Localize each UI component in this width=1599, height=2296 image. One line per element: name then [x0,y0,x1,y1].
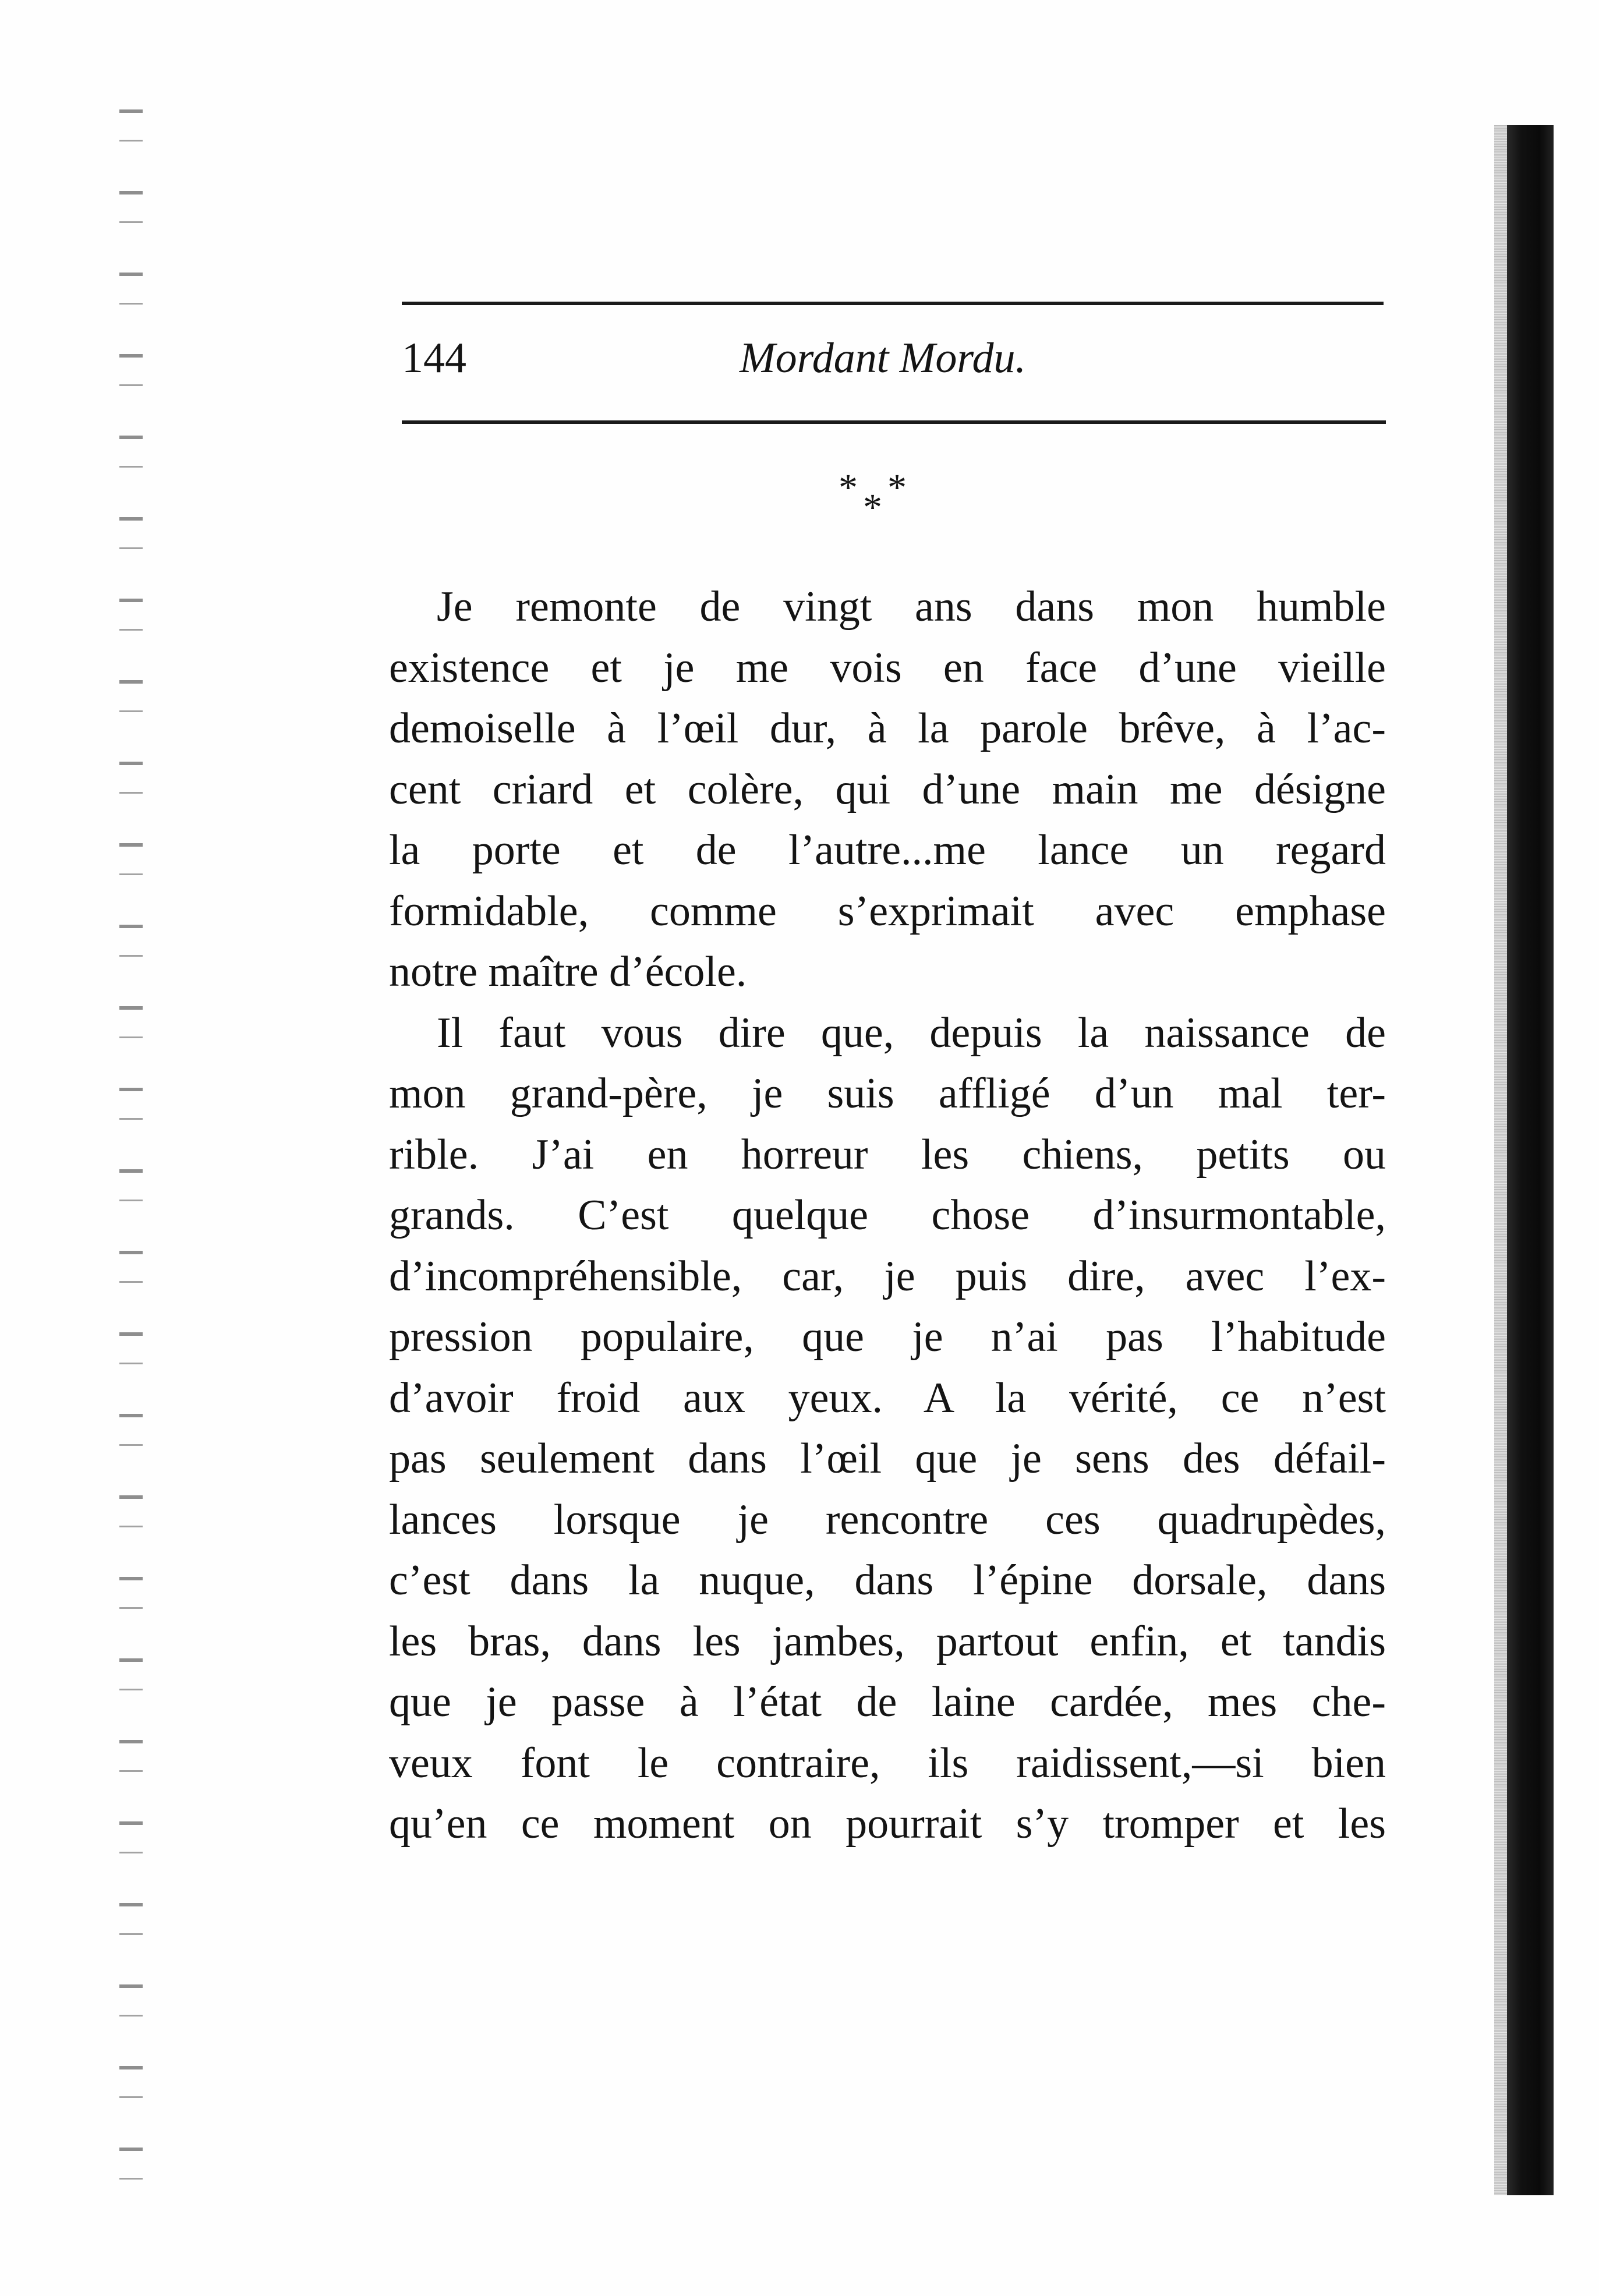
asterism-star-right: * [887,466,907,509]
text-line: demoiselle à l’œil dur, à la parole brêve, à l’ac- [389,705,1386,752]
asterism-star-bottom: * [863,486,882,529]
text-line: d’avoir froid aux yeux. A la vérité, ce n’est [389,1374,1386,1422]
text-line: existence et je me vois en face d’une vieille [389,643,1386,692]
text-line: Je remonte de vingt ans dans mon humble [437,583,1386,631]
text-line: d’incompréhensible, car, je puis dire, avec l’ex- [389,1252,1386,1300]
text-line: rible. J’ai en horreur les chiens, petits ou [389,1130,1386,1179]
text-line: que je passe à l’état de laine cardée, mes che- [389,1678,1386,1726]
text-line: pas seulement dans l’œil que je sens des défail- [389,1435,1386,1483]
text-line: la porte et de l’autre...me lance un regard [389,826,1386,874]
text-line: lances lorsque je rencontre ces quadrupèdes, [389,1495,1386,1544]
running-title: Mordant Mordu. [740,334,1026,382]
text-line: les bras, dans les jambes, partout enfin, et tandis [389,1617,1386,1665]
text-line: cent criard et colère, qui d’une main me désigne [389,765,1386,813]
binding-edge-shadow [1507,125,1554,2195]
text-line: notre maître d’école. [389,948,747,996]
text-line: veux font le contraire, ils raidissent,—si bien [389,1739,1386,1787]
text-line: grands. C’est quelque chose d’insurmontable, [389,1191,1386,1239]
text-line: qu’en ce moment on pourrait s’y tromper et les [389,1800,1386,1848]
body-text [389,576,1386,1855]
paragraph-2 [389,1003,1386,1855]
page-number: 144 [402,334,466,382]
text-line: mon grand-père, je suis affligé d’un mal ter- [389,1070,1386,1117]
text-line: formidable, comme s’exprimait avec emphase [389,887,1386,935]
text-line: pression populaire, que je n’ai pas l’habitude [389,1313,1386,1361]
text-line: Il faut vous dire que, depuis la naissance de [437,1009,1386,1057]
asterism-star-left: * [839,466,858,509]
header-rule-top [402,302,1384,305]
header-rule-bottom [402,420,1386,424]
paragraph-1 [389,576,1386,1003]
left-gutter-speckles [119,87,143,2213]
section-break-asterism [839,466,955,539]
text-line: c’est dans la nuque, dans l’épine dorsale, dans [389,1556,1386,1604]
